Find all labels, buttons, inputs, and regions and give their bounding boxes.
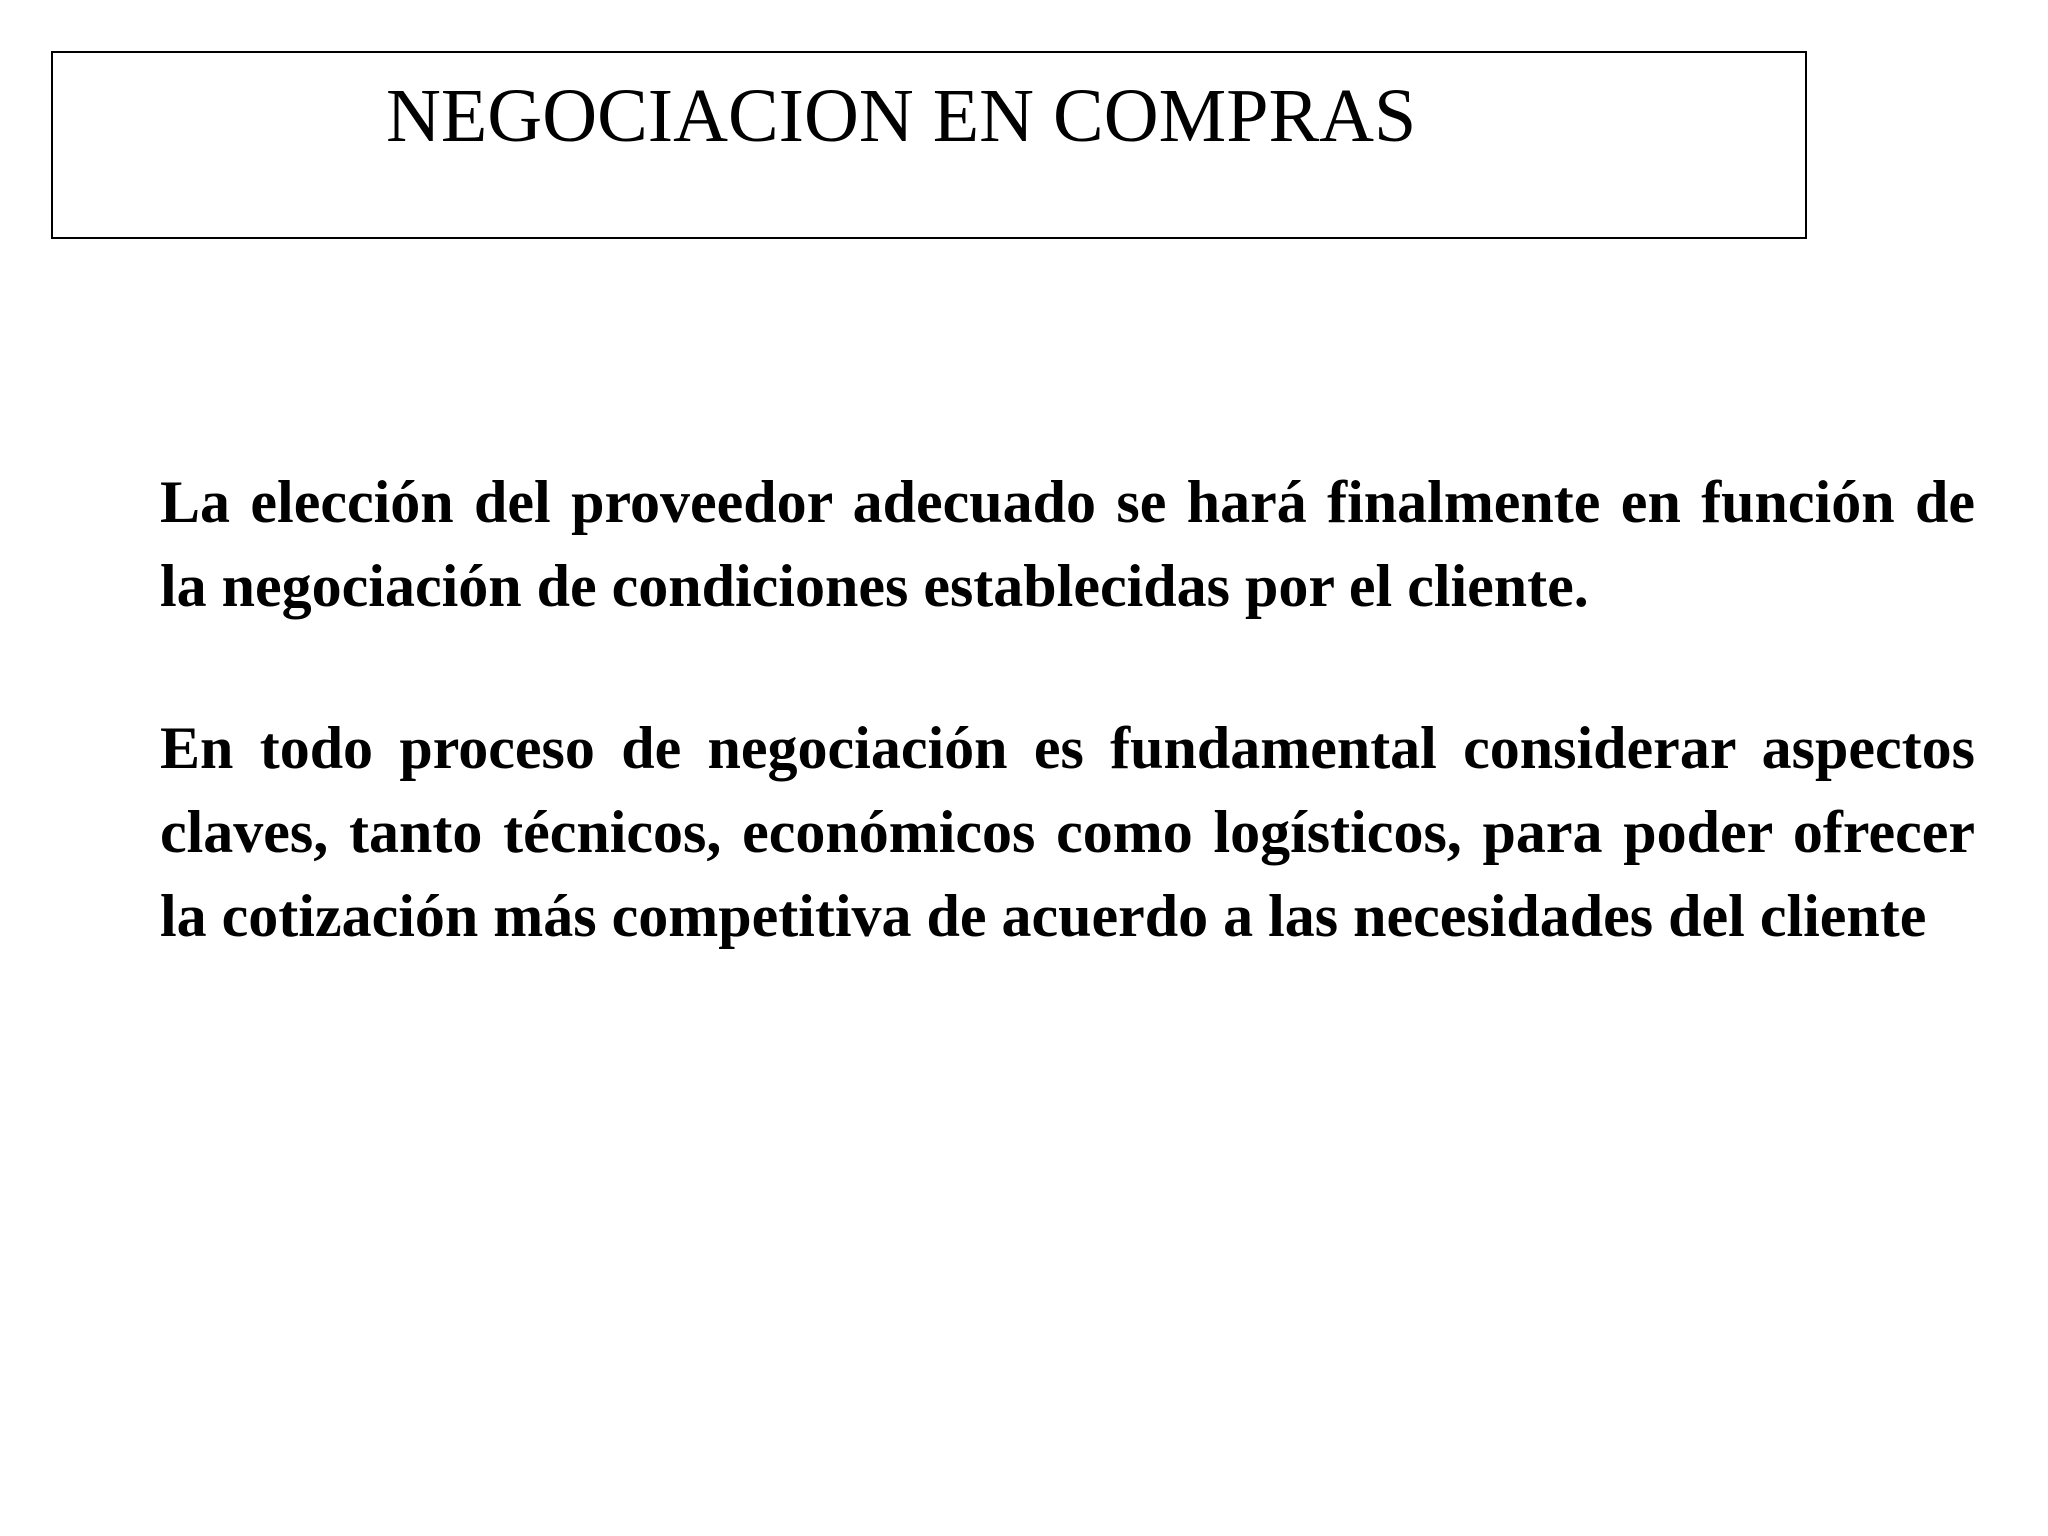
paragraph-negotiation-process: En todo proceso de negociación es fundamental considerar aspectos claves, tanto técnicos, económicos como logísticos, para poder ofrecer la cotización más competitiva de acuerdo a las necesidades del cliente bbox=[160, 715, 1975, 949]
title-box bbox=[51, 51, 1807, 239]
slide-title: NEGOCIACION EN COMPRAS bbox=[386, 74, 1417, 158]
slide-body bbox=[160, 460, 1975, 958]
paragraph-supplier-selection: La elección del proveedor adecuado se hará finalmente en función de la negociación de condiciones establecidas por el cliente. bbox=[160, 469, 1975, 619]
